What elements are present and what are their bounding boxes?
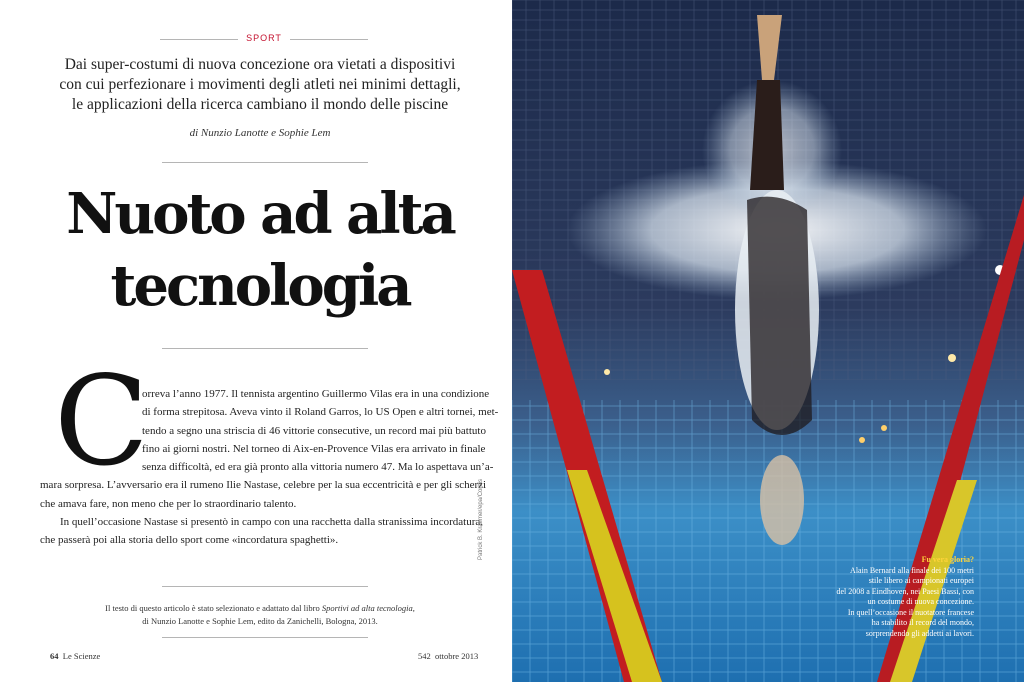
body-line: tendo a segno una striscia di 46 vittorie consecutive, un record mai più battuto [142,424,486,437]
body-line: di forma strepitosa. Aveva vinto il Roland Garros, lo US Open e altri tornei, met- [142,406,499,419]
source-note [100,602,420,628]
source-note-prefix: Il testo di questo articolo è stato selezionato e adattato dal libro [105,603,322,613]
divider-rule [162,348,368,349]
caption-line: un costume di nuova concezione. [867,597,974,606]
magazine-name: Le Scienze [62,651,101,661]
section-label: SPORT [246,33,282,43]
title-line: Nuoto ad alta [66,181,454,247]
source-note-line [100,602,420,615]
dek-line: le applicazioni della ricerca cambiano il mondo delle piscine [71,96,449,113]
issue-date: ottobre 2013 [435,651,479,661]
caption-line: Alain Bernard alla finale dei 100 metri [850,565,974,575]
byline: di Nunzio Lanotte e Sophie Lem [189,127,331,139]
title-line: tecnologia [110,253,410,319]
divider-rule [162,162,368,163]
drop-cap: C [54,350,149,494]
folio-left [50,651,100,661]
source-note-suffix: , [412,603,415,613]
body-line: mara sorpresa. L’avversario era il rumeno Ilie Nastase, celebre per la sua eccentricità e per gli scherzi [40,479,487,492]
caption-line: In quell’occasione il nuotatore francese [847,607,974,617]
dek-line: Dai super-costumi di nuova concezione ora vietati a dispositivi [64,56,456,73]
body-line: fino ai giorni nostri. Nel torneo di Aix-en-Provence Vilas era arrivato in finale [142,442,486,455]
body-line: orreva l’anno 1977. Il tennista argentino Guillermo Vilas era in una condizione [142,388,490,400]
body-line: In quell’occasione Nastase si presentò in campo con una racchetta dalla stranissima incordatura, [60,516,484,529]
section-header [160,33,368,45]
folio-right [418,651,478,661]
photo-caption [824,555,974,639]
body-line: senza difficoltà, ed era già pronto alla vittoria numero 47. Ma lo aspettava un’a- [142,461,494,474]
divider-rule [162,637,368,638]
article-title [30,178,490,322]
caption-line: sorprendendo gli addetti ai lavori. [865,628,974,638]
book-title: Sportivi ad alta tecnologia [321,603,413,613]
caption-title: Fu vera gloria? [921,555,974,564]
photo-panel [512,0,1024,682]
caption-line: stile libero ai campionati europei [868,576,974,585]
caption-line: del 2008 a Eindhoven, nei Paesi Bassi, con [836,586,974,596]
page-number: 64 [50,651,59,661]
caption-line: ha stabilito il record del mondo, [871,618,974,627]
body-line: che passerà poi alla storia dello sport come «incordatura spaghetti». [40,534,339,547]
article-dek [50,55,470,115]
section-rule-right [290,39,368,40]
issue-number: 542 [418,651,431,661]
dek-line: con cui perfezionare i movimenti degli atleti nei minimi dettagli, [59,76,461,93]
divider-rule [162,586,368,587]
source-note-line: di Nunzio Lanotte e Sophie Lem, edito da Zanichelli, Bologna, 2013. [142,616,378,626]
photo-credit: Patrick B. Kraemer/epa/Corbis [478,478,484,560]
body-line: che amava fare, non meno che per lo straordinario talento. [40,497,297,510]
